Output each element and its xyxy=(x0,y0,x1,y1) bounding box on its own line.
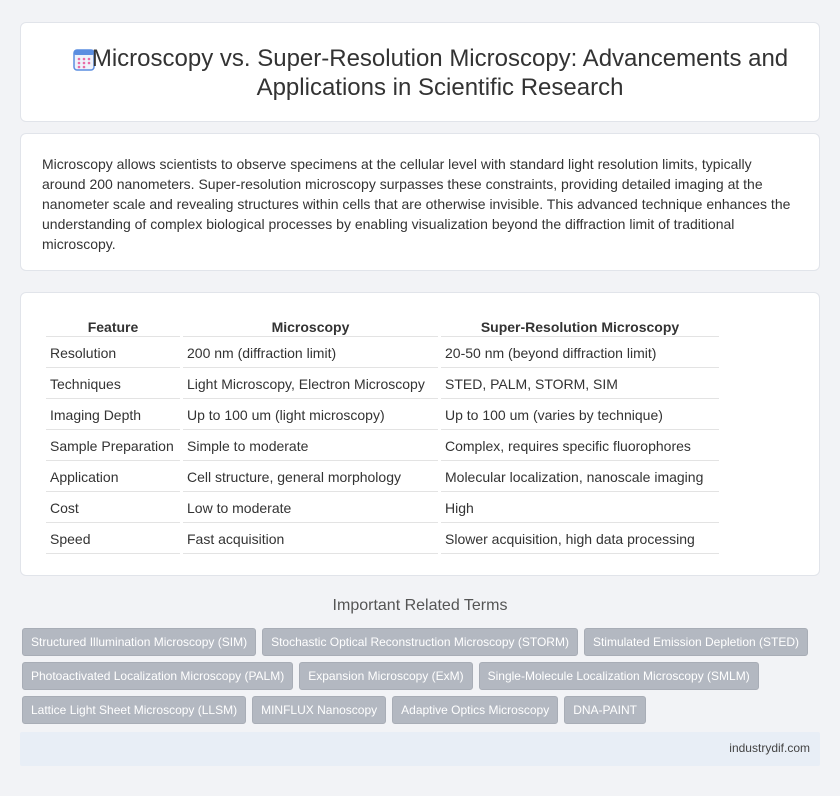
related-terms-tags xyxy=(22,628,822,724)
table-cell: STED, PALM, STORM, SIM xyxy=(441,369,719,399)
table-cell: Resolution xyxy=(46,338,180,368)
table-cell: High xyxy=(441,493,719,523)
related-terms-title: Important Related Terms xyxy=(332,597,508,614)
related-term-tag[interactable]: Adaptive Optics Microscopy xyxy=(392,696,558,724)
table-row xyxy=(46,338,719,368)
header-card xyxy=(20,22,820,122)
comparison-table xyxy=(43,315,722,555)
column-header-feature: Feature xyxy=(46,316,180,337)
table-row xyxy=(46,462,719,492)
table-row xyxy=(46,369,719,399)
related-term-tag[interactable]: Stimulated Emission Depletion (STED) xyxy=(584,628,808,656)
table-header-row xyxy=(46,316,719,337)
table-cell: Complex, requires specific fluorophores xyxy=(441,431,719,461)
table-cell: Fast acquisition xyxy=(183,524,438,554)
related-term-tag[interactable]: Photoactivated Localization Microscopy (PALM) xyxy=(22,662,293,690)
table-cell: Application xyxy=(46,462,180,492)
related-term-tag[interactable]: Expansion Microscopy (ExM) xyxy=(299,662,472,690)
table-cell: Speed xyxy=(46,524,180,554)
footer-site-link[interactable]: industrydif.com xyxy=(729,741,810,755)
table-cell: Molecular localization, nanoscale imaging xyxy=(441,462,719,492)
table-cell: Up to 100 um (varies by technique) xyxy=(441,400,719,430)
table-cell: Light Microscopy, Electron Microscopy xyxy=(183,369,438,399)
page-title: Microscopy vs. Super-Resolution Microscopy: Advancements and Applications in Scientific Research xyxy=(91,45,789,101)
related-term-tag[interactable]: Single-Molecule Localization Microscopy (SMLM) xyxy=(479,662,759,690)
table-cell: Simple to moderate xyxy=(183,431,438,461)
comparison-table-card xyxy=(20,292,820,576)
table-cell: Imaging Depth xyxy=(46,400,180,430)
related-term-tag[interactable]: Lattice Light Sheet Microscopy (LLSM) xyxy=(22,696,246,724)
column-header-microscopy: Microscopy xyxy=(183,316,438,337)
table-cell: Up to 100 um (light microscopy) xyxy=(183,400,438,430)
intro-card xyxy=(20,133,820,271)
related-term-tag[interactable]: Structured Illumination Microscopy (SIM) xyxy=(22,628,256,656)
table-cell: Sample Preparation xyxy=(46,431,180,461)
table-row xyxy=(46,493,719,523)
table-cell: 20-50 nm (beyond diffraction limit) xyxy=(441,338,719,368)
related-term-tag[interactable]: DNA-PAINT xyxy=(564,696,646,724)
column-header-super-resolution: Super-Resolution Microscopy xyxy=(441,316,719,337)
table-cell: Low to moderate xyxy=(183,493,438,523)
table-row xyxy=(46,400,719,430)
footer xyxy=(20,732,820,766)
table-row xyxy=(46,431,719,461)
table-row xyxy=(46,524,719,554)
table-cell: Cell structure, general morphology xyxy=(183,462,438,492)
table-cell: Cost xyxy=(46,493,180,523)
related-term-tag[interactable]: Stochastic Optical Reconstruction Microscopy (STORM) xyxy=(262,628,578,656)
table-cell: 200 nm (diffraction limit) xyxy=(183,338,438,368)
related-term-tag[interactable]: MINFLUX Nanoscopy xyxy=(252,696,386,724)
table-cell: Techniques xyxy=(46,369,180,399)
intro-paragraph: Microscopy allows scientists to observe specimens at the cellular level with standard light resolution limits, typically around 200 nanometers. Super-resolution microscopy surpasses these constraints, providing detailed imaging at the nanometer scale and revealing structures within cells that are otherwise invisible. This advanced technique enhances the understanding of complex biological processes by enabling visualization beyond the diffraction limit of traditional microscopy. xyxy=(42,156,791,252)
table-cell: Slower acquisition, high data processing xyxy=(441,524,719,554)
